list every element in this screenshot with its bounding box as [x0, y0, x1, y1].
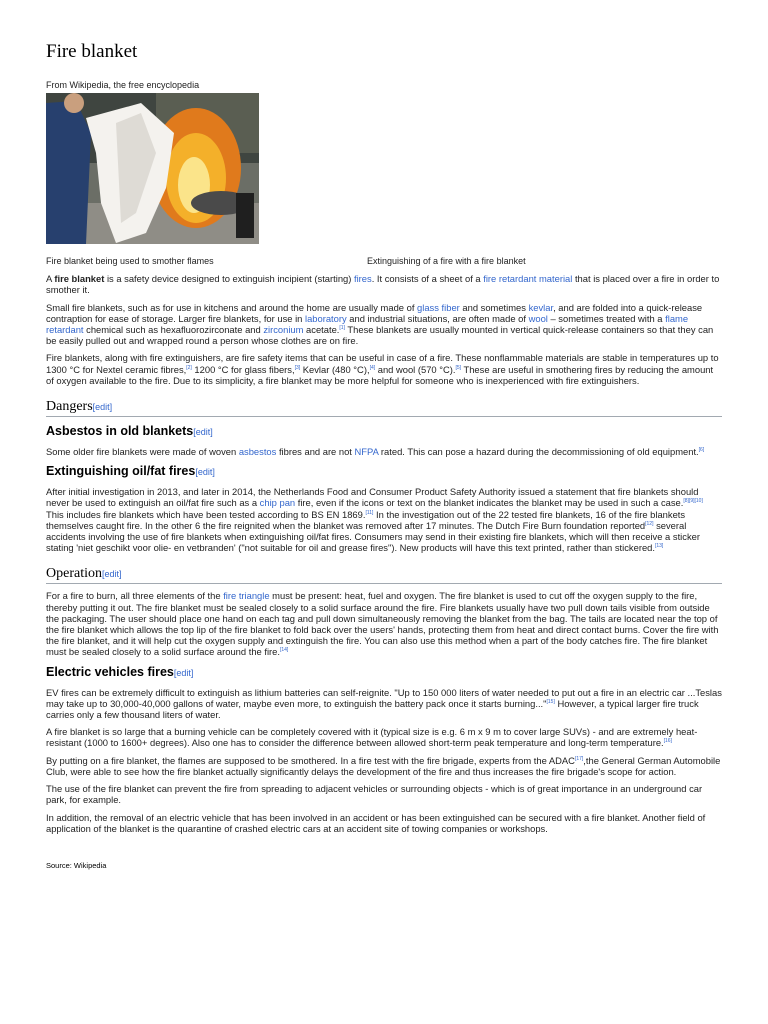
ev-paragraph-5: In addition, the removal of an electric vehicle that has been involved in an accident or has been extinguished can be secured with a fire blanket. Another field of application of the blanket is the quarantine of crashed electric cars at an accident site of towing companies or workshops. — [46, 811, 706, 834]
reference-link[interactable]: [15] — [546, 698, 555, 705]
image-captions — [46, 256, 722, 267]
reference-link[interactable]: [17] — [574, 755, 584, 762]
reference-link[interactable]: [16] — [663, 738, 672, 745]
edit-link[interactable]: [edit] — [101, 569, 122, 580]
intro-paragraph-3: Fire blankets, along with fire extinguishers, are fire safety items that can be useful in case of a fire. These nonflammable materials are stable in temperatures up to 1300 °C for Nextel ceramic fibres,[2] 1200 °C for glass fibers,[3] Kevlar (480 °C),[4] and wool (570 °C).[5] These are useful in smothering fires by reducing the amount of oxygen available to the fire. Due to its simplicity, a fire blanket may be more helpful for someone who is inexperienced with fire extinguishers. — [46, 352, 719, 386]
reference-link[interactable]: [2] — [186, 364, 192, 371]
asbestos-paragraph: Some older fire blankets were made of woven asbestos fibres and are not NFPA rated. This can pose a hazard during the decommissioning of old equipment.[6] — [46, 446, 705, 458]
reference-link[interactable]: [8][9][10] — [683, 498, 703, 505]
link-chip-pan[interactable]: chip pan — [259, 497, 296, 509]
operation-paragraph: For a fire to burn, all three elements of the fire triangle must be present: heat, fuel and oxygen. The fire blanket is used to cut off the oxygen supply to the fire, thereby putting it out. The fire blanket must be sealed closely to a solid surface around the fire. Fire blankets usually have two pull down tails visible from outside the packaging. The user should place one hand on each tag and pull down simultaneously removing the blanket from the bag. The tails are located near the top of the fire blanket which allows the top lip of the fire blanket to fold back over the users' hands, protecting them from heat and direct contact burns. Cover the fire with the fire blanket, and it will help cut the oxygen supply and extinguish the fire. You can also use this method when a part of the body catches fire. The fire blanket must be sealed closely to a solid surface around the fire.[14] — [46, 590, 719, 658]
link-laboratory[interactable]: laboratory — [305, 312, 347, 324]
edit-link[interactable]: [edit] — [92, 402, 113, 413]
source-note: Source: Wikipedia — [46, 860, 107, 870]
reference-link[interactable]: [1] — [339, 324, 345, 331]
caption-right: Extinguishing of a fire with a fire blanket — [367, 256, 526, 266]
reference-link[interactable]: [12] — [645, 520, 654, 527]
reference-link[interactable]: [4] — [369, 364, 376, 371]
edit-link[interactable]: [edit] — [173, 667, 194, 678]
link-zirconium[interactable]: zirconium — [263, 324, 304, 336]
caption-left: Fire blanket being used to smother flames — [46, 256, 214, 266]
ev-paragraph-4: The use of the fire blanket can prevent the fire from spreading to adjacent vehicles or surrounding objects - which is of great importance in an underground car park, for example. — [46, 783, 703, 806]
link-fire-retardant-material[interactable]: fire retardant material — [483, 273, 573, 285]
link-asbestos[interactable]: asbestos — [238, 446, 277, 458]
section-heading-operation: Operation[edit] — [46, 565, 722, 584]
reference-link[interactable]: [5] — [455, 364, 462, 371]
subsection-heading-ev-fires: Electric vehicles fires[edit] — [46, 664, 194, 679]
reference-link[interactable]: [13] — [654, 543, 664, 550]
subsection-heading-asbestos: Asbestos in old blankets[edit] — [46, 424, 213, 439]
oil-fires-paragraph: After initial investigation in 2013, and later in 2014, the Netherlands Food and Consumer Product Safety Authority issued a statement that fire blankets should never be used to extinguish an oil/fat fire such as a chip pan fire, even if the icons or text on the blanket indicates the blanket may be used in such a case.[8][9][10] This includes fire blankets which have been tested according to BS EN 1869.[11] In the investigation out of the 22 tested fire blankets, 16 of the fire blankets themselves caught fire. In the other 6 the fire reignited when the blanket was removed after 17 minutes. The Dutch Fire Burn foundation reported[12] several accidents involving the use of fire blankets when extinguishing oil/fat fires. Consumers may send in their existing fire blankets, which will then receive a sticker stating 'niet geschikt voor olie- en vetbranden' ("not suitable for oil and grease fires"). New products will have this text printed, rather than stickered.[13] — [46, 486, 703, 554]
link-glass-fiber[interactable]: glass fiber — [417, 301, 460, 313]
ev-paragraph-2: A fire blanket is so large that a burning vehicle can be completely covered with it (typical size is e.g. 6 m x 9 m to cover large SUVs) - and are extremely heat-resistant (1000 to 1600+ degrees). Also one has to consider the difference between allowed short-term peak temperature and long-term temperature.[16] — [46, 726, 698, 749]
ev-paragraph-3: By putting on a fire blanket, the flames are supposed to be smothered. In a fire test with the fire brigade, experts from the ADAC[17],the General German Automobile Club, were able to see how the fire blanket actually significantly delays the development of the fire and thus increases the fire brigade's scope for action. — [46, 754, 721, 777]
page-title: Fire blanket — [46, 41, 138, 62]
section-heading-dangers: Dangers[edit] — [46, 398, 722, 417]
edit-link[interactable]: [edit] — [195, 467, 215, 478]
reference-link[interactable]: [11] — [365, 509, 374, 516]
reference-link[interactable]: [3] — [294, 364, 301, 371]
article — [46, 40, 722, 871]
tagline: From Wikipedia, the free encyclopedia — [46, 80, 200, 90]
intro-paragraph-1: A fire blanket is a safety device designed to extinguish incipient (starting) fires. It consists of a sheet of a fire retardant material that is placed over a fire in order to smother it. — [46, 273, 720, 296]
intro-paragraph-2: Small fire blankets, such as for use in kitchens and around the home are usually made of glass fiber and sometimes kevlar, and are folded into a quick-release contraption for ease of storage. Larger fire blankets, for use in laboratory and industrial situations, are often made of wool – sometimes treated with a flame retardant chemical such as hexafluorozirconate and zirconium acetate.[1] These blankets are usually mounted in vertical quick-release containers so that they can be easily pulled out and wrapped round a person whose clothes are on fire. — [46, 301, 714, 347]
link-flame-retardant[interactable]: flame retardant — [46, 312, 689, 336]
reference-link[interactable]: [6] — [698, 446, 705, 453]
edit-link[interactable]: [edit] — [193, 427, 213, 438]
link-wool[interactable]: wool — [528, 312, 548, 324]
link-kevlar[interactable]: kevlar — [528, 301, 554, 313]
reference-link[interactable]: [14] — [279, 647, 289, 654]
ev-paragraph-1: EV fires can be extremely difficult to extinguish as lithium batteries can self-reignite. "Up to 150 000 liters of water needed to put out a fire in an electric car ...Teslas may take up to 30,000-40,000 gallons of water, maybe even more, to extinguish the battery pack once it starts burning..."[15] However, a typical larger fire truck carries only a few thousand liters of water. — [46, 686, 722, 721]
link-fire-triangle[interactable]: fire triangle — [223, 590, 270, 602]
link-fires[interactable]: fires — [353, 273, 372, 285]
subsection-heading-oil-fires: Extinguishing oil/fat fires[edit] — [46, 464, 215, 479]
link-nfpa[interactable]: NFPA — [354, 446, 379, 458]
fire-blanket-photo — [46, 93, 259, 244]
